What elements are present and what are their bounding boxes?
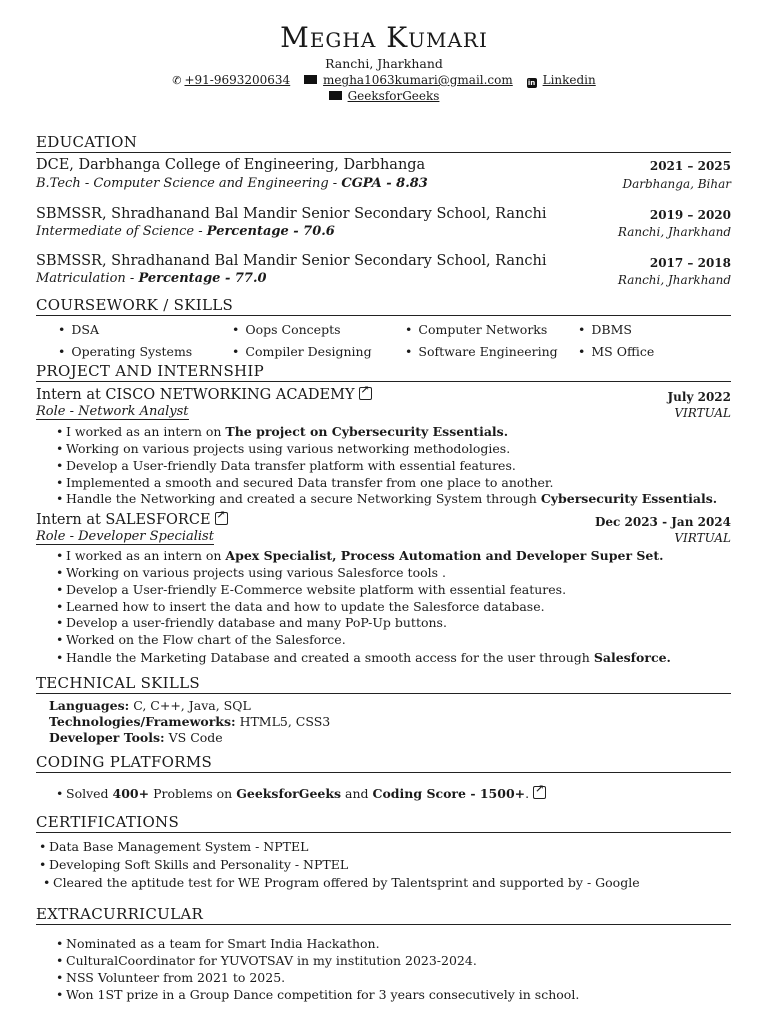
edu-1-degree-text: B.Tech - Computer Science and Engineering -: [36, 176, 342, 191]
languages-line: [49, 698, 251, 713]
edu-1-school: DCE, Darbhanga College of Engineering, Darbhanga: [36, 157, 426, 173]
edu-2-school: SBMSSR, Shradhanand Bal Mandir Senior Secondary School, Ranchi: [36, 206, 547, 222]
languages-label: Languages:: [49, 698, 130, 713]
cisco-bullet-2: • Working on various projects using various networking methodologies.: [66, 441, 510, 456]
certification-item: • Developing Soft Skills and Personality - NPTEL: [49, 857, 348, 872]
skill-item: • MS Office: [578, 344, 654, 359]
candidate-location: Ranchi, Jharkhand: [325, 56, 443, 71]
salesforce-bullet-2: • Working on various projects using various Salesforce tools .: [66, 565, 446, 580]
email-icon-2: [329, 90, 345, 103]
coding-score: Coding Score - 1500+: [372, 786, 526, 801]
cisco-role: Role - Network Analyst: [36, 404, 189, 419]
edu-3-place: Ranchi, Jharkhand: [617, 273, 731, 287]
edu-2-degree: [36, 224, 335, 239]
technologies-value: HTML5, CSS3: [235, 714, 331, 729]
certification-item: • Data Base Management System - NPTEL: [49, 839, 308, 854]
section-education: EDUCATION: [36, 133, 731, 153]
cisco-bullet-4: • Implemented a smooth and secured Data transfer from one place to another.: [66, 475, 554, 490]
salesforce-heading: [36, 512, 228, 528]
bullet-bold: Cybersecurity Essentials.: [540, 491, 718, 506]
edu-1-place: Darbhanga, Bihar: [622, 177, 731, 191]
email-icon: [304, 74, 320, 87]
bullet-bold: Salesforce.: [593, 650, 671, 665]
salesforce-heading-text: Intern at SALESFORCE: [36, 512, 211, 528]
edu-2-place: Ranchi, Jharkhand: [617, 225, 731, 239]
salesforce-bullet-5: • Develop a user-friendly database and many PoP-Up buttons.: [66, 615, 447, 630]
phone-icon: ✆: [172, 74, 182, 87]
cisco-date: July 2022: [667, 390, 731, 404]
coding-platform: GeeksforGeeks: [236, 786, 342, 801]
linkedin-icon: in: [527, 79, 536, 87]
external-link-icon[interactable]: [215, 512, 228, 525]
coding-bullet: [66, 786, 546, 801]
coding-text: Problems on: [149, 786, 237, 801]
salesforce-bullet-1: [66, 548, 664, 563]
cisco-heading: [36, 387, 372, 403]
edu-3-school: SBMSSR, Shradhanand Bal Mandir Senior Secondary School, Ranchi: [36, 253, 547, 269]
skill-item: • DBMS: [578, 322, 632, 337]
external-link-icon[interactable]: [533, 786, 546, 799]
bullet-bold: Apex Specialist, Process Automation and Developer Super Set.: [225, 548, 664, 563]
linkedin-link[interactable]: Linkedin: [542, 73, 596, 87]
coding-text: .: [525, 786, 530, 801]
skill-item: • Oops Concepts: [232, 322, 341, 337]
cisco-bullet-5: [66, 491, 717, 506]
edu-3-degree: [36, 271, 267, 286]
extracurricular-item: • Nominated as a team for Smart India Hackathon.: [66, 936, 380, 951]
coding-text: Solved: [66, 786, 113, 801]
technologies-label: Technologies/Frameworks:: [49, 714, 236, 729]
salesforce-date: Dec 2023 - Jan 2024: [594, 515, 731, 529]
bullet-text: I worked as an intern on: [66, 548, 226, 563]
edu-1-degree: [36, 176, 428, 191]
salesforce-bullet-3: • Develop a User-friendly E-Commerce website platform with essential features.: [66, 582, 566, 597]
edu-2-score: Percentage - 70.6: [206, 224, 335, 239]
technologies-line: [49, 714, 330, 729]
external-link-icon[interactable]: [359, 387, 372, 400]
bullet-bold: The project on Cybersecurity Essentials.: [225, 424, 509, 439]
section-coursework: COURSEWORK / SKILLS: [36, 296, 731, 316]
skill-item: • Operating Systems: [58, 344, 192, 359]
cisco-heading-text: Intern at CISCO NETWORKING ACADEMY: [36, 387, 355, 403]
edu-2-dates: 2019 – 2020: [649, 208, 731, 222]
tools-value: VS Code: [164, 730, 223, 745]
salesforce-bullet-4: • Learned how to insert the data and how to update the Salesforce database.: [66, 599, 545, 614]
contact-line: [0, 73, 768, 88]
salesforce-role: Role - Developer Specialist: [36, 529, 214, 544]
extracurricular-item: • Won 1ST prize in a Group Dance competition for 3 years consecutively in school.: [66, 987, 579, 1002]
coding-text: and: [341, 786, 373, 801]
edu-3-score: Percentage - 77.0: [138, 271, 267, 286]
salesforce-mode: VIRTUAL: [674, 531, 731, 545]
geeksforgeeks-link[interactable]: GeeksforGeeks: [347, 89, 440, 103]
salesforce-bullet-6: • Worked on the Flow chart of the Salesforce.: [66, 632, 346, 647]
salesforce-bullet-7: [66, 650, 671, 665]
edu-1-score: CGPA - 8.83: [341, 176, 428, 191]
tools-label: Developer Tools:: [49, 730, 165, 745]
languages-value: C, C++, Java, SQL: [129, 698, 251, 713]
edu-3-degree-text: Matriculation -: [36, 271, 139, 286]
extracurricular-item: • CulturalCoordinator for YUVOTSAV in my institution 2023-2024.: [66, 953, 477, 968]
email-link[interactable]: megha1063kumari@gmail.com: [323, 73, 513, 87]
section-projects: PROJECT AND INTERNSHIP: [36, 362, 731, 382]
skill-item: • Compiler Designing: [232, 344, 372, 359]
skill-item: • Computer Networks: [405, 322, 547, 337]
certification-item: • Cleared the aptitude test for WE Program offered by Talentsprint and supported by - Google: [53, 875, 640, 890]
cisco-bullet-3: • Develop a User-friendly Data transfer platform with essential features.: [66, 458, 516, 473]
extracurricular-item: • NSS Volunteer from 2021 to 2025.: [66, 970, 285, 985]
phone-link[interactable]: +91-9693200634: [184, 73, 291, 87]
bullet-text: I worked as an intern on: [66, 424, 226, 439]
bullet-text: Handle the Networking and created a secure Networking System through: [66, 491, 541, 506]
cisco-mode: VIRTUAL: [674, 406, 731, 420]
section-coding-platforms: CODING PLATFORMS: [36, 753, 731, 773]
bullet-text: Handle the Marketing Database and created a smooth access for the user through: [66, 650, 594, 665]
section-certifications: CERTIFICATIONS: [36, 813, 731, 833]
skill-item: • Software Engineering: [405, 344, 558, 359]
candidate-name: Megha Kumari: [280, 21, 488, 54]
edu-3-dates: 2017 – 2018: [649, 256, 731, 270]
cisco-bullet-1: [66, 424, 508, 439]
contact-line-2: [0, 89, 768, 103]
edu-1-dates: 2021 – 2025: [649, 159, 731, 173]
skill-item: • DSA: [58, 322, 99, 337]
section-extracurricular: EXTRACURRICULAR: [36, 905, 731, 925]
edu-2-degree-text: Intermediate of Science -: [36, 224, 207, 239]
section-technical-skills: TECHNICAL SKILLS: [36, 674, 731, 694]
tools-line: [49, 730, 223, 745]
coding-count: 400+: [112, 786, 150, 801]
